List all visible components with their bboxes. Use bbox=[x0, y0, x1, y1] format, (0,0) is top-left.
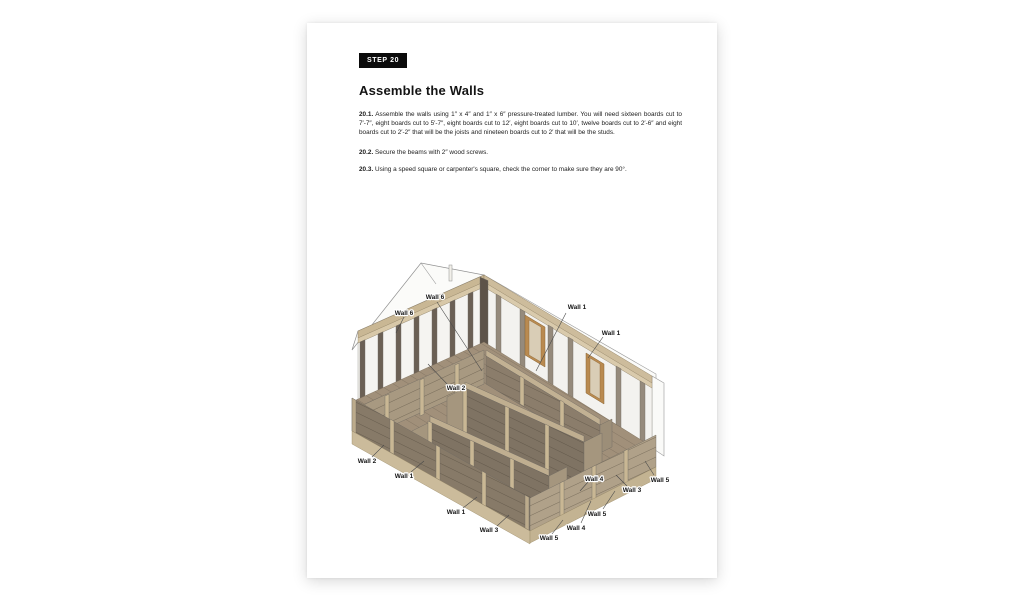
wall-label: Wall 2 bbox=[446, 385, 466, 392]
wall-label: Wall 1 bbox=[567, 304, 587, 311]
instruction-step-3 bbox=[359, 165, 682, 174]
wall-label: Wall 5 bbox=[587, 511, 607, 518]
step-text: Assemble the walls using 1″ x 4″ and 1″ x 6″ pressure-treated lumber. You will need sixteen boards cut to 7′-7″, eight boards cut to 5′-7″, eight boards cut to 12′, eight boards cut to 10′, twelve boards cut to 2′-6″ and eight boards cut to 2′-2″ that will be the joists and nineteen boards cut to 2′ that will be the studs. bbox=[359, 111, 682, 137]
instruction-step-2 bbox=[359, 148, 682, 157]
step-number: 20.2. bbox=[359, 149, 374, 156]
wall-label: Wall 3 bbox=[479, 527, 499, 534]
assembly-diagram bbox=[340, 253, 690, 558]
wall-label: Wall 1 bbox=[394, 473, 414, 480]
step-number: 20.1. bbox=[359, 111, 374, 118]
instruction-step-1 bbox=[359, 110, 682, 137]
page-title: Assemble the Walls bbox=[359, 83, 485, 98]
wall-label: Wall 6 bbox=[394, 310, 414, 317]
wall-label: Wall 5 bbox=[650, 477, 670, 484]
document-page bbox=[307, 23, 717, 578]
wall-label: Wall 1 bbox=[601, 330, 621, 337]
wall-label: Wall 5 bbox=[539, 535, 559, 542]
step-badge: STEP 20 bbox=[359, 53, 407, 68]
wall-label: Wall 4 bbox=[584, 476, 604, 483]
wall-label: Wall 4 bbox=[566, 525, 586, 532]
wall-label: Wall 1 bbox=[446, 509, 466, 516]
step-text: Secure the beams with 2″ wood screws. bbox=[375, 149, 489, 156]
step-text: Using a speed square or carpenter's square, check the corner to make sure they are 90°. bbox=[375, 166, 627, 173]
wall-label: Wall 3 bbox=[622, 487, 642, 494]
wall-label: Wall 2 bbox=[357, 458, 377, 465]
step-number: 20.3. bbox=[359, 166, 374, 173]
wall-label: Wall 6 bbox=[425, 294, 445, 301]
